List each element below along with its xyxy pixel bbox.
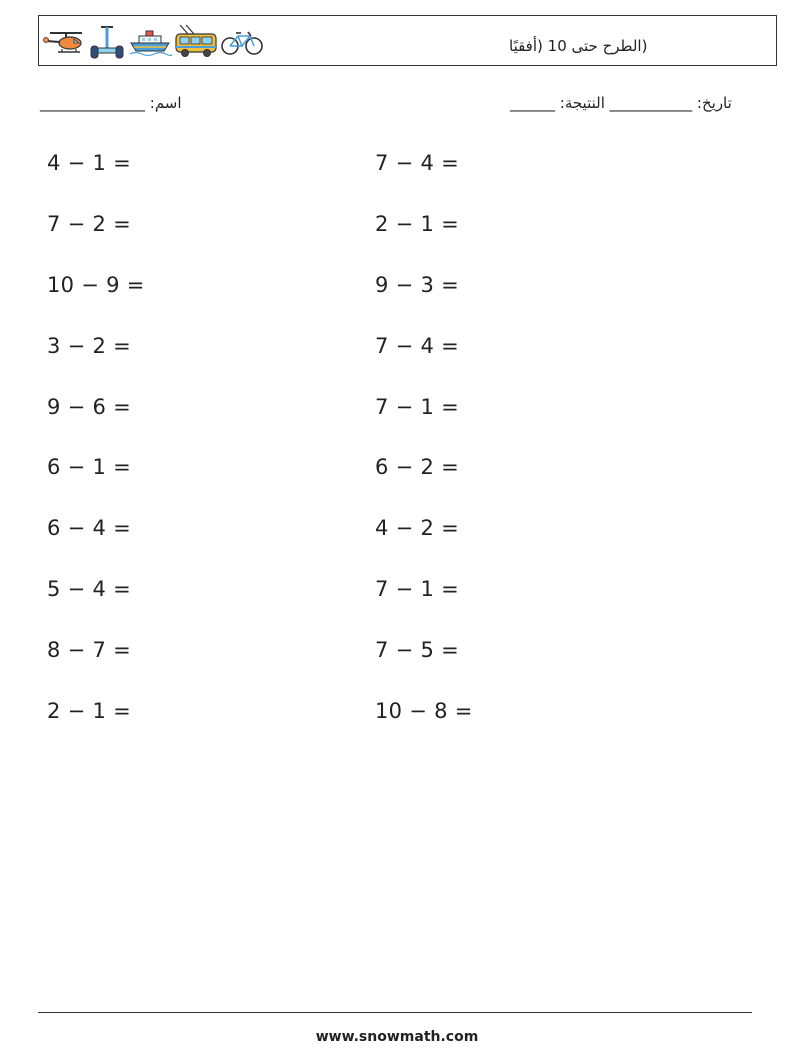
problem-item: 5 − 4 = (47, 577, 132, 601)
problem-item: 7 − 4 = (375, 151, 460, 175)
problem-item: 4 − 2 = (375, 516, 460, 540)
problem-item: 7 − 2 = (47, 212, 132, 236)
scooter-icon (88, 23, 126, 61)
date-score-field: ______ :تاريخ: ___________ النتيجة (510, 94, 732, 112)
problem-item: 10 − 9 = (47, 273, 145, 297)
trolleybus-icon (174, 23, 218, 61)
bicycle-icon (220, 26, 264, 58)
problem-item: 2 − 1 = (47, 699, 132, 723)
problem-item: 6 − 4 = (47, 516, 132, 540)
helicopter-icon (42, 26, 86, 58)
title-box (38, 15, 777, 66)
problem-item: 9 − 3 = (375, 273, 460, 297)
footer-divider (38, 1012, 752, 1013)
name-field: ______________ :اسم (40, 94, 182, 112)
problem-item: 10 − 8 = (375, 699, 473, 723)
footer-url[interactable]: www.snowmath.com (315, 1029, 479, 1045)
worksheet-title: (الطرح حتى 10 (أفقيًا (509, 37, 648, 55)
problem-item: 7 − 1 = (375, 395, 460, 419)
problem-item: 8 − 7 = (47, 638, 132, 662)
problem-item: 4 − 1 = (47, 151, 132, 175)
problem-item: 7 − 4 = (375, 334, 460, 358)
problem-item: 9 − 6 = (47, 395, 132, 419)
problem-item: 7 − 1 = (375, 577, 460, 601)
header-icons (42, 22, 264, 62)
problem-item: 7 − 5 = (375, 638, 460, 662)
ship-icon (128, 26, 172, 58)
problem-item: 2 − 1 = (375, 212, 460, 236)
problem-item: 6 − 1 = (47, 455, 132, 479)
problem-item: 6 − 2 = (375, 455, 460, 479)
problem-item: 3 − 2 = (47, 334, 132, 358)
